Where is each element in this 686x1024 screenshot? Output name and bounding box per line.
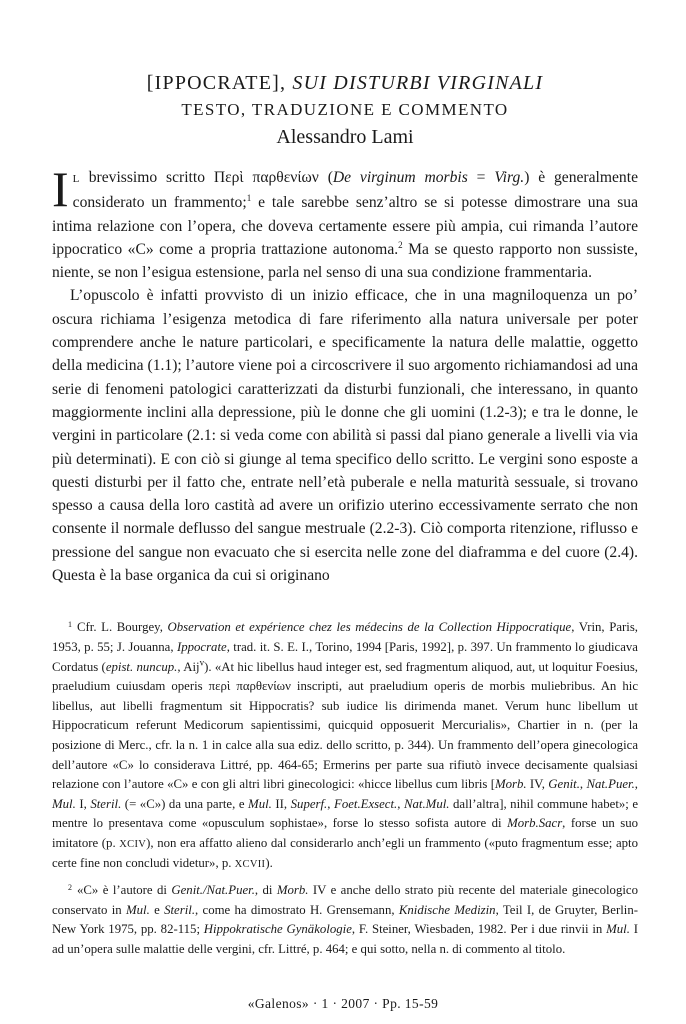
fn1-small-caps: XCVII (234, 859, 266, 871)
fn1-text: IV, (526, 777, 549, 792)
fn1-text: (= «C») da una parte, e (121, 796, 249, 811)
footnote-1 (52, 615, 638, 875)
fn2-text: , F. Steiner, Wiesbaden, 1982. Per i due rinvii in (351, 922, 607, 937)
fn1-text: , (327, 796, 334, 811)
fn1-italic: epist. nuncup. (105, 659, 178, 674)
fn2-italic: Mul. (606, 922, 630, 937)
fn1-text: , Aij (177, 659, 200, 674)
fn1-text: , (579, 777, 587, 792)
fn1-text: Cfr. L. Bourgey, (77, 620, 168, 635)
article-author: Alessandro Lami (276, 126, 414, 148)
fn1-italic: Ippocrate (176, 639, 227, 654)
article-body (52, 161, 639, 587)
article-header (52, 70, 638, 150)
fn1-superscript: v (199, 657, 205, 668)
footnote-ref-2[interactable]: 2 (398, 239, 403, 250)
fn1-text: I, (75, 796, 91, 811)
footnote-2 (52, 878, 638, 959)
footnotes (52, 615, 638, 959)
fn1-text: , trad. it. S. E. I., Torino, 1994 [Paris, 1992], p. 397. Un frammento lo giudicava Cordatus ( (52, 639, 638, 674)
fn1-text: , (397, 796, 404, 811)
p1-italic-abbrev: Virg. (494, 169, 525, 186)
fn1-italic: Steril. (90, 796, 122, 811)
fn1-text: , forse un suo imitatore (p. (52, 816, 639, 850)
drop-cap: I (52, 161, 69, 217)
fn2-italic: Mul. (125, 902, 150, 917)
fn1-italic: Mul. (248, 796, 272, 811)
title-prefix: [IPPOCRATE], (146, 72, 293, 94)
fn2-text: e (149, 902, 165, 917)
fn2-text: IV e anche dello strato più recente del materiale ginecologico conservato in (52, 883, 638, 917)
fn1-italic: Mul. (52, 796, 76, 811)
paragraph-2: L’opuscolo è infatti provvisto di un inizio efficace, che in una magniloquenza un po’ oscura richiama l’esigenza metodica di fare riferimento alla natura universale per poter comprendere anche le nature particolari, e specificamente la natura delle malattie, oggetto della medicina (1.1); l’autore viene poi a circoscrivere il suo argomento richiamandosi ad una serie di fenomeni patologici caratterizzati da disturbi funzionali, che interessano, in quanto maggiormente inclini alla depressione, più le donne che gli uomini (1.2-3); e tra le donne, le vergini in particolare (2.1: si veda come con abilità si passi dal piano generale a livelli via via più determinati). E con ciò si giunge al tema specifico dello scritto. Le vergini sono esposte a questi disturbi per il fatto che, entrate nell’età puberale e nella maturità sessuale, si trovano spesso a causa della loro castità ad avere un orifizio uterino eccessivamente serrato che non consente il normale deflusso del sangue mestruale (2.2-3). Ciò comporta ritenzione, riflusso e pressione del sangue non evacuato che si esercita nelle zone del diaframma e del cuore (2.4). Questa è la base organica da cui si originano (52, 287, 638, 585)
fn1-text: , Vrin, Paris, 1953, p. 55; J. Jouanna, (52, 620, 638, 654)
fn1-italic: Morb. (494, 777, 527, 792)
fn2-italic: Hippokratische Gynäkologie (203, 922, 352, 937)
fn2-italic: Steril. (164, 902, 196, 917)
p1-text-d: Ma se questo rapporto non sussiste, niente, se non l’esigua estensione, parla nel senso di una sua condizione frammentaria. (52, 240, 638, 282)
p1-text-a2: = (467, 169, 495, 186)
journal-footer: «Galenos» · 1 · 2007 · Pp. 15-59 (247, 996, 439, 1011)
fn2-text: , di (254, 883, 277, 898)
p1-text-c: e tale sarebbe senz’altro se si potesse dimostrare una sua intima relazione con l’opera, che doveva certamente essere più ampia, cui rimanda l’autore ippocratico «C» come a propria trattazione autonoma. (52, 194, 639, 258)
fn1-italic: Observation et expérience chez les médecins de la Collection Hippocratique (167, 620, 572, 635)
fn1-italic: Genit. (548, 777, 580, 792)
fn2-italic: Morb. (276, 883, 309, 898)
fn2-italic: Knidische Medizin (398, 902, 496, 917)
p1-text-a: brevissimo scritto Περὶ παρθενίων ( (79, 169, 333, 186)
fn2-italic: Genit./Nat.Puer. (171, 883, 255, 898)
fn1-italic: Nat.Mul. (403, 796, 450, 811)
fn1-text: ), non era affatto alieno dal considerarlo anch’egli un frammento («puto fragmentum esse; apto certe fine non concludi videtur», p. (52, 835, 638, 871)
fn1-text: dall’altra], nihil commune habet»; e mentre lo presentava come «opusculum sophistae», forse lo stesso sofista autore di (52, 796, 639, 831)
fn1-italic: Nat.Puer. (586, 777, 635, 792)
page (52, 70, 638, 962)
paragraph-1 (52, 161, 639, 284)
fn1-text: , (634, 777, 638, 792)
title-italic: SUI DISTURBI VIRGINALI (292, 72, 544, 94)
fn1-text: ). «At hic libellus haud integer est, sed fragmentum aliquod, aut, ut loquitur Foesius, praeludium cuiusdam operis περὶ παρθενίων inscripti, aut praeludium operis de morbis muliebribus. An hic libellus, aut libelli fragmentum sit Hippocratis? sub iudice lis dirimenda manet. Verum hunc libellum ut Hippocraticum referunt Medicorum sapientissimi, quicquid opposuerit Mercurialis», Chartier in n. (per la posizione di Merc., cfr. la n. 1 in calce alla sua ediz. dello scritto, p. 344). Un frammento dell’opera ginecologica dell’autore «C» lo considerava Littré, pp. 464-65; Ermerins per parte sua rifiutò invece decisamente qualsiasi relazione con l’autore «C» e con gli altri libri ginecologici: «hicce libellus cum libris [ (52, 659, 638, 792)
footnote-number: 1 (68, 620, 72, 630)
fn1-italic: Foet.Exsect. (334, 796, 398, 811)
fn1-italic: Morb.Sacr (507, 816, 563, 831)
fn2-text: , come ha dimostrato H. Grensemann, (195, 902, 399, 917)
article-subtitle: TESTO, TRADUZIONE E COMMENTO (181, 100, 509, 119)
fn1-text: II, (271, 796, 291, 811)
p1-text-b: ) è generalmente considerato un frammento; (72, 169, 638, 212)
footnote-number: 2 (68, 883, 72, 893)
fn2-text: I ad un’opera sulle malattie delle vergini, cfr. Littré, p. 464; e qui sotto, nella n. di commento al titolo. (52, 922, 638, 956)
p1-italic-title: De virginum morbis (332, 169, 468, 186)
fn1-text: ). (265, 856, 273, 871)
fn1-small-caps: XCIV (119, 838, 147, 850)
fn2-text: , Teil I, de Gruyter, Berlin-New York 1975, pp. 82-115; (52, 902, 639, 937)
footnote-ref-1[interactable]: 1 (246, 193, 252, 204)
fn2-text: «C» è l’autore di (77, 883, 172, 898)
fn1-italic: Superf. (290, 796, 328, 811)
article-title (52, 70, 638, 96)
small-cap-letter: L (72, 173, 80, 185)
